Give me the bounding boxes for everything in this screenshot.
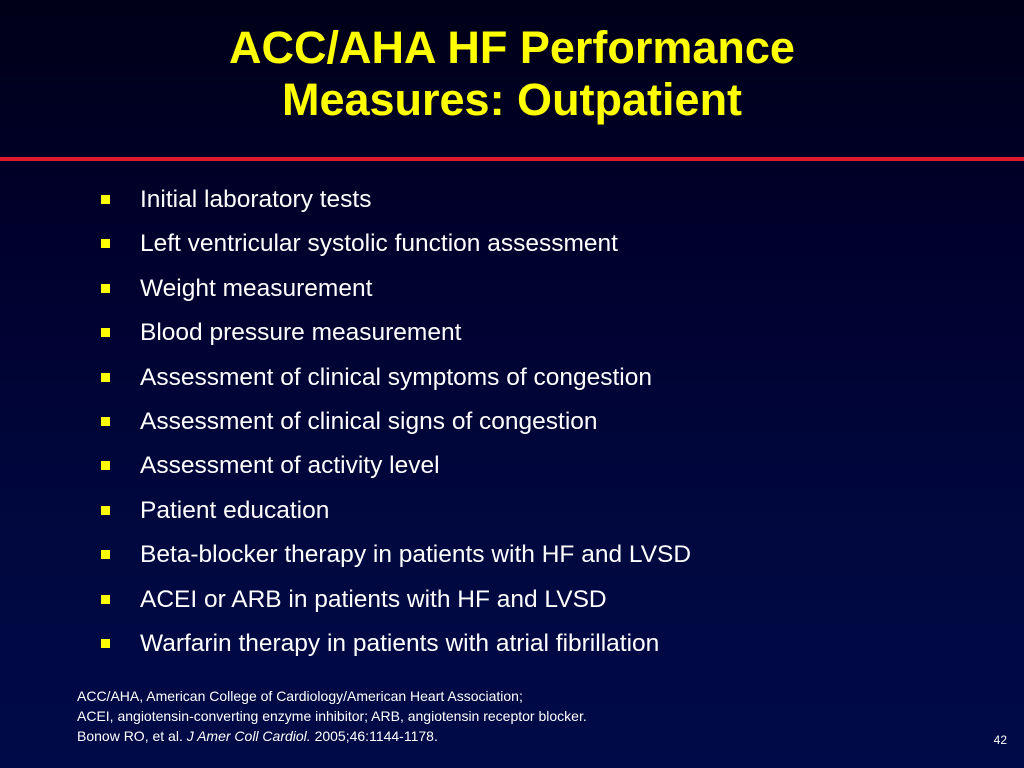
square-bullet-icon — [101, 284, 110, 293]
reference-journal: J Amer Coll Cardiol. — [186, 728, 311, 744]
footnote-reference — [77, 726, 587, 746]
square-bullet-icon — [101, 461, 110, 470]
slide-title-line-2: Measures: Outpatient — [281, 74, 743, 125]
reference-citation: 2005;46:1144-1178. — [310, 728, 438, 744]
bullet-item — [100, 444, 691, 488]
bullet-text: Patient education — [140, 496, 330, 524]
bullet-text: Weight measurement — [140, 274, 373, 302]
square-bullet-icon — [101, 239, 110, 248]
footnotes — [77, 686, 587, 746]
square-bullet-icon — [101, 506, 110, 515]
square-bullet-icon — [101, 373, 110, 382]
title-divider — [0, 157, 1024, 161]
slide-title — [0, 22, 1024, 126]
bullet-list — [100, 178, 691, 666]
square-bullet-icon — [101, 550, 110, 559]
square-bullet-icon — [101, 639, 110, 648]
bullet-item — [100, 178, 691, 222]
page-number: 42 — [993, 733, 1007, 747]
footnote-abbreviations-2: ACEI, angiotensin-converting enzyme inhibitor; ARB, angiotensin receptor blocker. — [77, 708, 587, 724]
bullet-item — [100, 400, 691, 444]
bullet-text: Blood pressure measurement — [140, 319, 462, 347]
square-bullet-icon — [101, 595, 110, 604]
bullet-text: Assessment of activity level — [140, 452, 440, 480]
bullet-item — [100, 578, 691, 622]
reference-author: Bonow RO, et al. — [77, 728, 187, 744]
bullet-text: Initial laboratory tests — [140, 186, 372, 213]
bullet-item — [100, 356, 691, 400]
bullet-text: Assessment of clinical signs of congestion — [140, 407, 598, 435]
bullet-item — [100, 622, 691, 666]
square-bullet-icon — [101, 328, 110, 337]
bullet-item — [100, 489, 691, 533]
bullet-text: Warfarin therapy in patients with atrial fibrillation — [140, 629, 660, 657]
slide-title-line-1: ACC/AHA HF Performance — [229, 22, 795, 73]
bullet-item — [100, 311, 691, 355]
bullet-text: Left ventricular systolic function assessment — [140, 230, 618, 258]
bullet-item — [100, 267, 691, 311]
bullet-text: Beta-blocker therapy in patients with HF and LVSD — [140, 541, 692, 569]
bullet-item — [100, 533, 691, 577]
footnote-abbreviations-1: ACC/AHA, American College of Cardiology/American Heart Association; — [77, 688, 523, 704]
bullet-text: ACEI or ARB in patients with HF and LVSD — [140, 585, 607, 613]
square-bullet-icon — [101, 417, 110, 426]
bullet-text: Assessment of clinical symptoms of congestion — [140, 363, 652, 391]
square-bullet-icon — [101, 195, 110, 204]
bullet-item — [100, 222, 691, 266]
